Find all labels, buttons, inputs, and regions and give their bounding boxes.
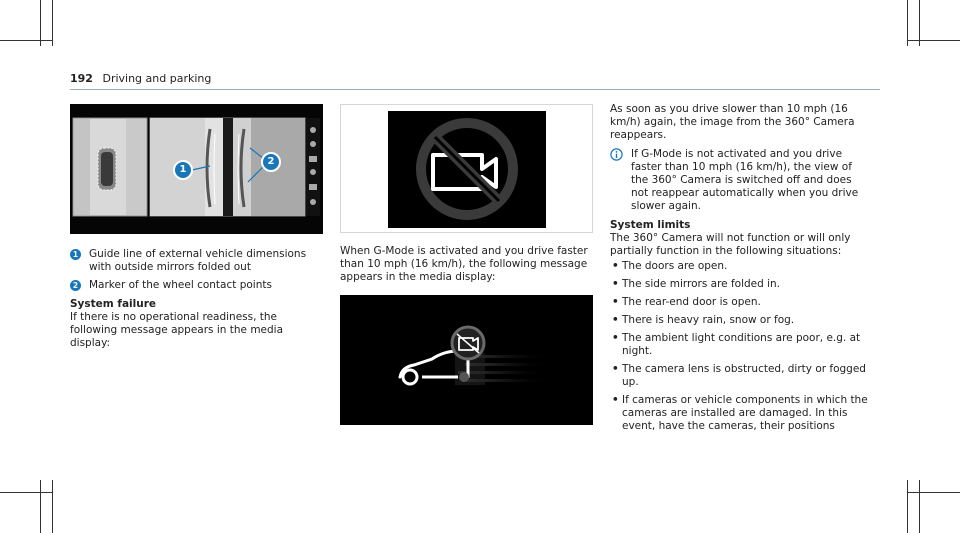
camera-icon: [452, 327, 484, 359]
section-heading: System failure: [70, 298, 157, 310]
camera-view-image: [70, 104, 323, 234]
paragraph: When G-Mode is activated and you drive faster than 10 mph (16 km/h), the following message appears in the media display:: [340, 245, 588, 283]
crop-mark: [907, 480, 908, 533]
paragraph: If there is no operational readiness, the following message appears in the media display:: [70, 311, 284, 349]
header-rule: [70, 89, 880, 90]
paragraph: As soon as you drive slower than 10 mph (16 km/h) again, the image from the 360° Camera reappears.: [610, 103, 855, 141]
crop-mark: [40, 480, 41, 533]
legend-item: [70, 279, 326, 292]
legend-item: [70, 248, 326, 274]
list-item: • The rear-end door is open.: [610, 296, 872, 309]
callout-2-icon: 2: [261, 152, 281, 172]
crop-mark: [52, 0, 53, 46]
left-column-text: [70, 248, 326, 350]
list-item: • The doors are open.: [610, 260, 872, 273]
legend-number-icon: 2: [70, 280, 81, 291]
crop-mark: [907, 40, 960, 41]
crop-mark: [919, 480, 920, 533]
page-number: 192: [70, 72, 93, 85]
paragraph: The 360° Camera will not function or will only partially function in the following situations:: [610, 232, 851, 257]
section-heading: System limits: [610, 219, 691, 231]
legend-text: Guide line of external vehicle dimensions with outside mirrors folded out: [89, 248, 307, 273]
note: [610, 148, 872, 213]
section-title: Driving and parking: [102, 72, 212, 85]
limits-list: [610, 260, 872, 433]
info-icon: [610, 148, 623, 161]
crop-mark: [0, 40, 52, 41]
callout-1-icon: 1: [173, 160, 193, 180]
middle-column-text: [340, 245, 596, 284]
crop-mark: [52, 480, 53, 533]
crop-mark: [907, 492, 960, 493]
camera-off-message-image: [340, 104, 593, 233]
crop-mark: [0, 492, 52, 493]
list-item: • The side mirrors are folded in.: [610, 278, 872, 291]
note-text: If G-Mode is not activated and you drive faster than 10 mph (16 km/h), the view of the 360° Camera is switched off and does not reappear automatically when you drive slower again.: [631, 148, 859, 212]
list-item: • There is heavy rain, snow or fog.: [610, 314, 872, 327]
legend-number-icon: 1: [70, 249, 81, 260]
list-item: • The camera lens is obstructed, dirty or fogged up.: [610, 363, 872, 389]
list-item: • The ambient light conditions are poor, e.g. at night.: [610, 332, 872, 358]
right-column-text: [610, 103, 872, 438]
legend-text: Marker of the wheel contact points: [89, 279, 272, 291]
list-item: • If cameras or vehicle components in which the cameras are installed are damaged. In this event, have the cameras, their positions: [610, 394, 872, 433]
page-header: [70, 72, 211, 85]
gmode-message-image: [340, 295, 593, 425]
